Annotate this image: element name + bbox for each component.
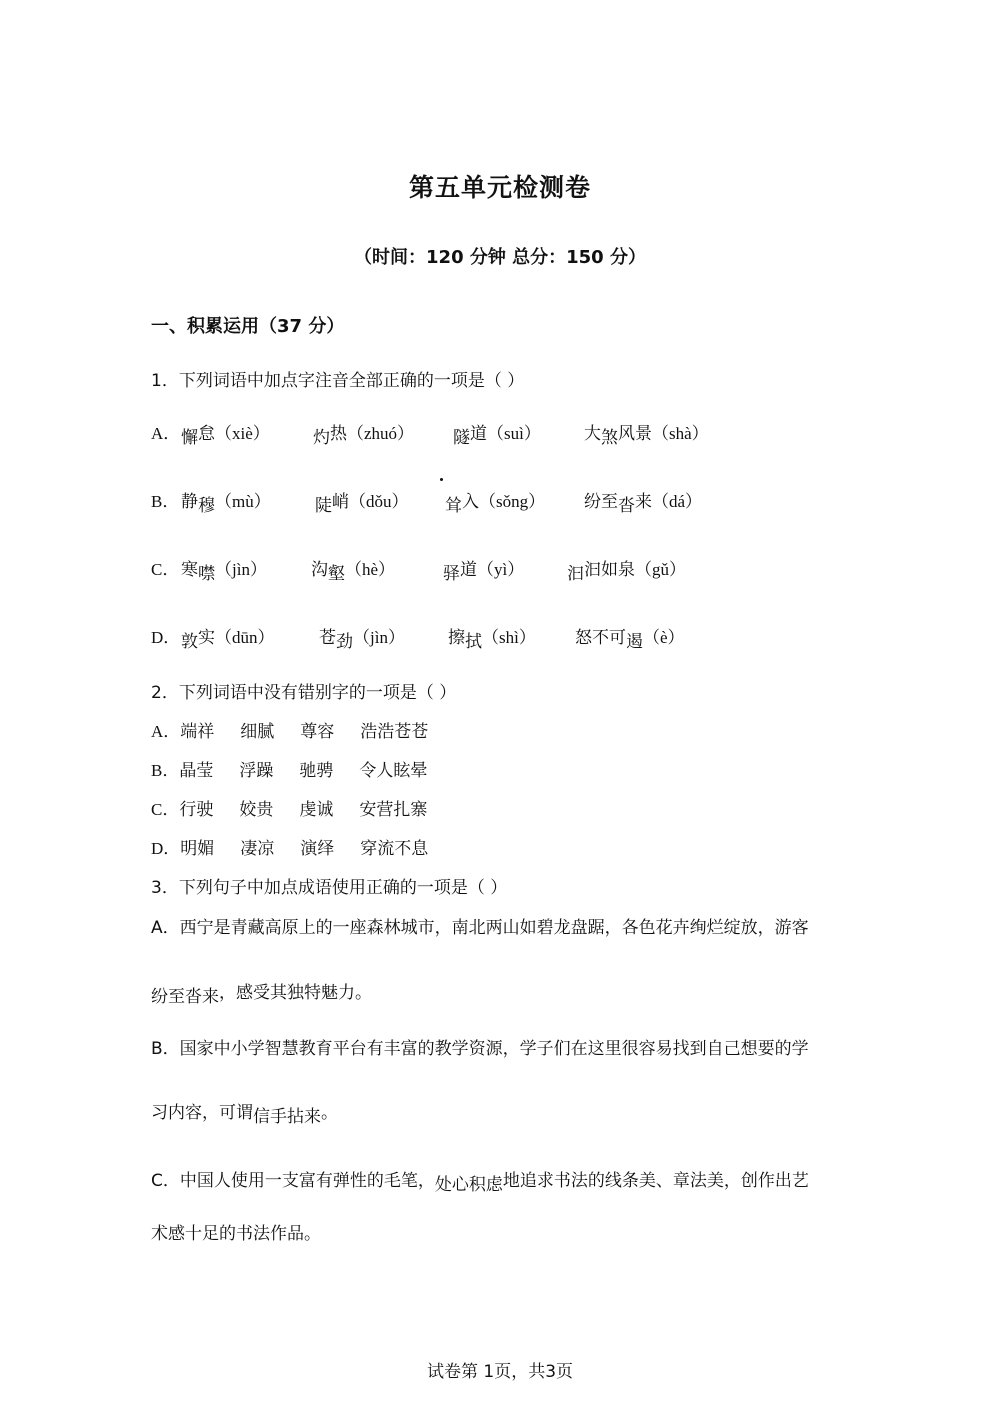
pinyin-item: 寒噤（jìn） [181, 560, 267, 584]
pinyin-item: 静穆（mù） [181, 492, 271, 516]
option-letter: A． [151, 424, 181, 443]
pinyin-item: 沟壑（hè） [311, 560, 396, 584]
page-title: 第五单元检测卷 [408, 173, 591, 202]
q3-option-b-line2: 习内容，可谓信手拈来。 [151, 1103, 338, 1127]
question-3-stem: 3．下列句子中加点成语使用正确的一项是（ ） [151, 878, 508, 898]
pinyin-item: 陡峭（dǒu） [315, 492, 409, 516]
q3-option-c-line1: C．中国人使用一支富有弹性的毛笔，处心积虑地追求书法的线条美、章法美，创作出艺 [151, 1171, 809, 1195]
pinyin-item: 苍劲（jìn） [319, 628, 405, 652]
q2-option-b: B．晶莹 浮躁 驰骋 令人眩晕 [151, 761, 428, 781]
question-2-stem: 2．下列词语中没有错别字的一项是（ ） [151, 683, 457, 703]
q3-option-c-line2: 术感十足的书法作品。 [151, 1224, 321, 1244]
pinyin-item: 擦拭（shì） [448, 628, 536, 652]
q3-option-a-line1: A．西宁是青藏高原上的一座森林城市，南北两山如碧龙盘踞，各色花卉绚烂绽放，游客 [151, 918, 809, 938]
pinyin-item: 汩汩如泉（gǔ） [567, 560, 686, 584]
option-letter: D． [151, 628, 181, 647]
pinyin-item: 敦实（dūn） [181, 628, 275, 652]
page-footer: 试卷第 1页，共3页 [426, 1362, 574, 1382]
q2-option-a: A．端祥 细腻 尊容 浩浩苍苍 [151, 722, 429, 742]
pinyin-item: 大煞风景（shà） [584, 424, 709, 448]
option-letter: A． [151, 722, 181, 741]
q3-option-a-line2: 纷至沓来，感受其独特魅力。 [151, 983, 372, 1007]
q2-option-c: C．行驶 姣贵 虔诚 安营扎寨 [151, 800, 428, 820]
pinyin-item: 耸入（sǒng） [445, 492, 546, 516]
pinyin-item: 灼热（zhuó） [313, 424, 415, 448]
option-letter: C． [151, 800, 180, 819]
pinyin-item: 懈怠（xiè） [181, 424, 270, 448]
pinyin-item: 驿道（yì） [443, 560, 525, 584]
emphasis-dot [440, 478, 443, 481]
option-letter: C． [151, 560, 180, 579]
pinyin-item: 怒不可遏（è） [575, 628, 685, 652]
option-letter: B． [151, 761, 180, 780]
question-1-stem: 1．下列词语中加点字注音全部正确的一项是（ ） [151, 371, 525, 391]
option-letter: D． [151, 839, 181, 858]
option-letter: B． [151, 492, 180, 511]
pinyin-item: 隧道（suì） [453, 424, 541, 448]
pinyin-item: 纷至沓来（dá） [584, 492, 703, 516]
exam-info: （时间：120 分钟 总分：150 分） [354, 247, 646, 268]
q3-option-b-line1: B．国家中小学智慧教育平台有丰富的教学资源，学子们在这里很容易找到自己想要的学 [151, 1039, 809, 1059]
section-heading: 一、积累运用（37 分） [151, 316, 345, 337]
q2-option-d: D．明媚 凄凉 演绎 穿流不息 [151, 839, 429, 859]
